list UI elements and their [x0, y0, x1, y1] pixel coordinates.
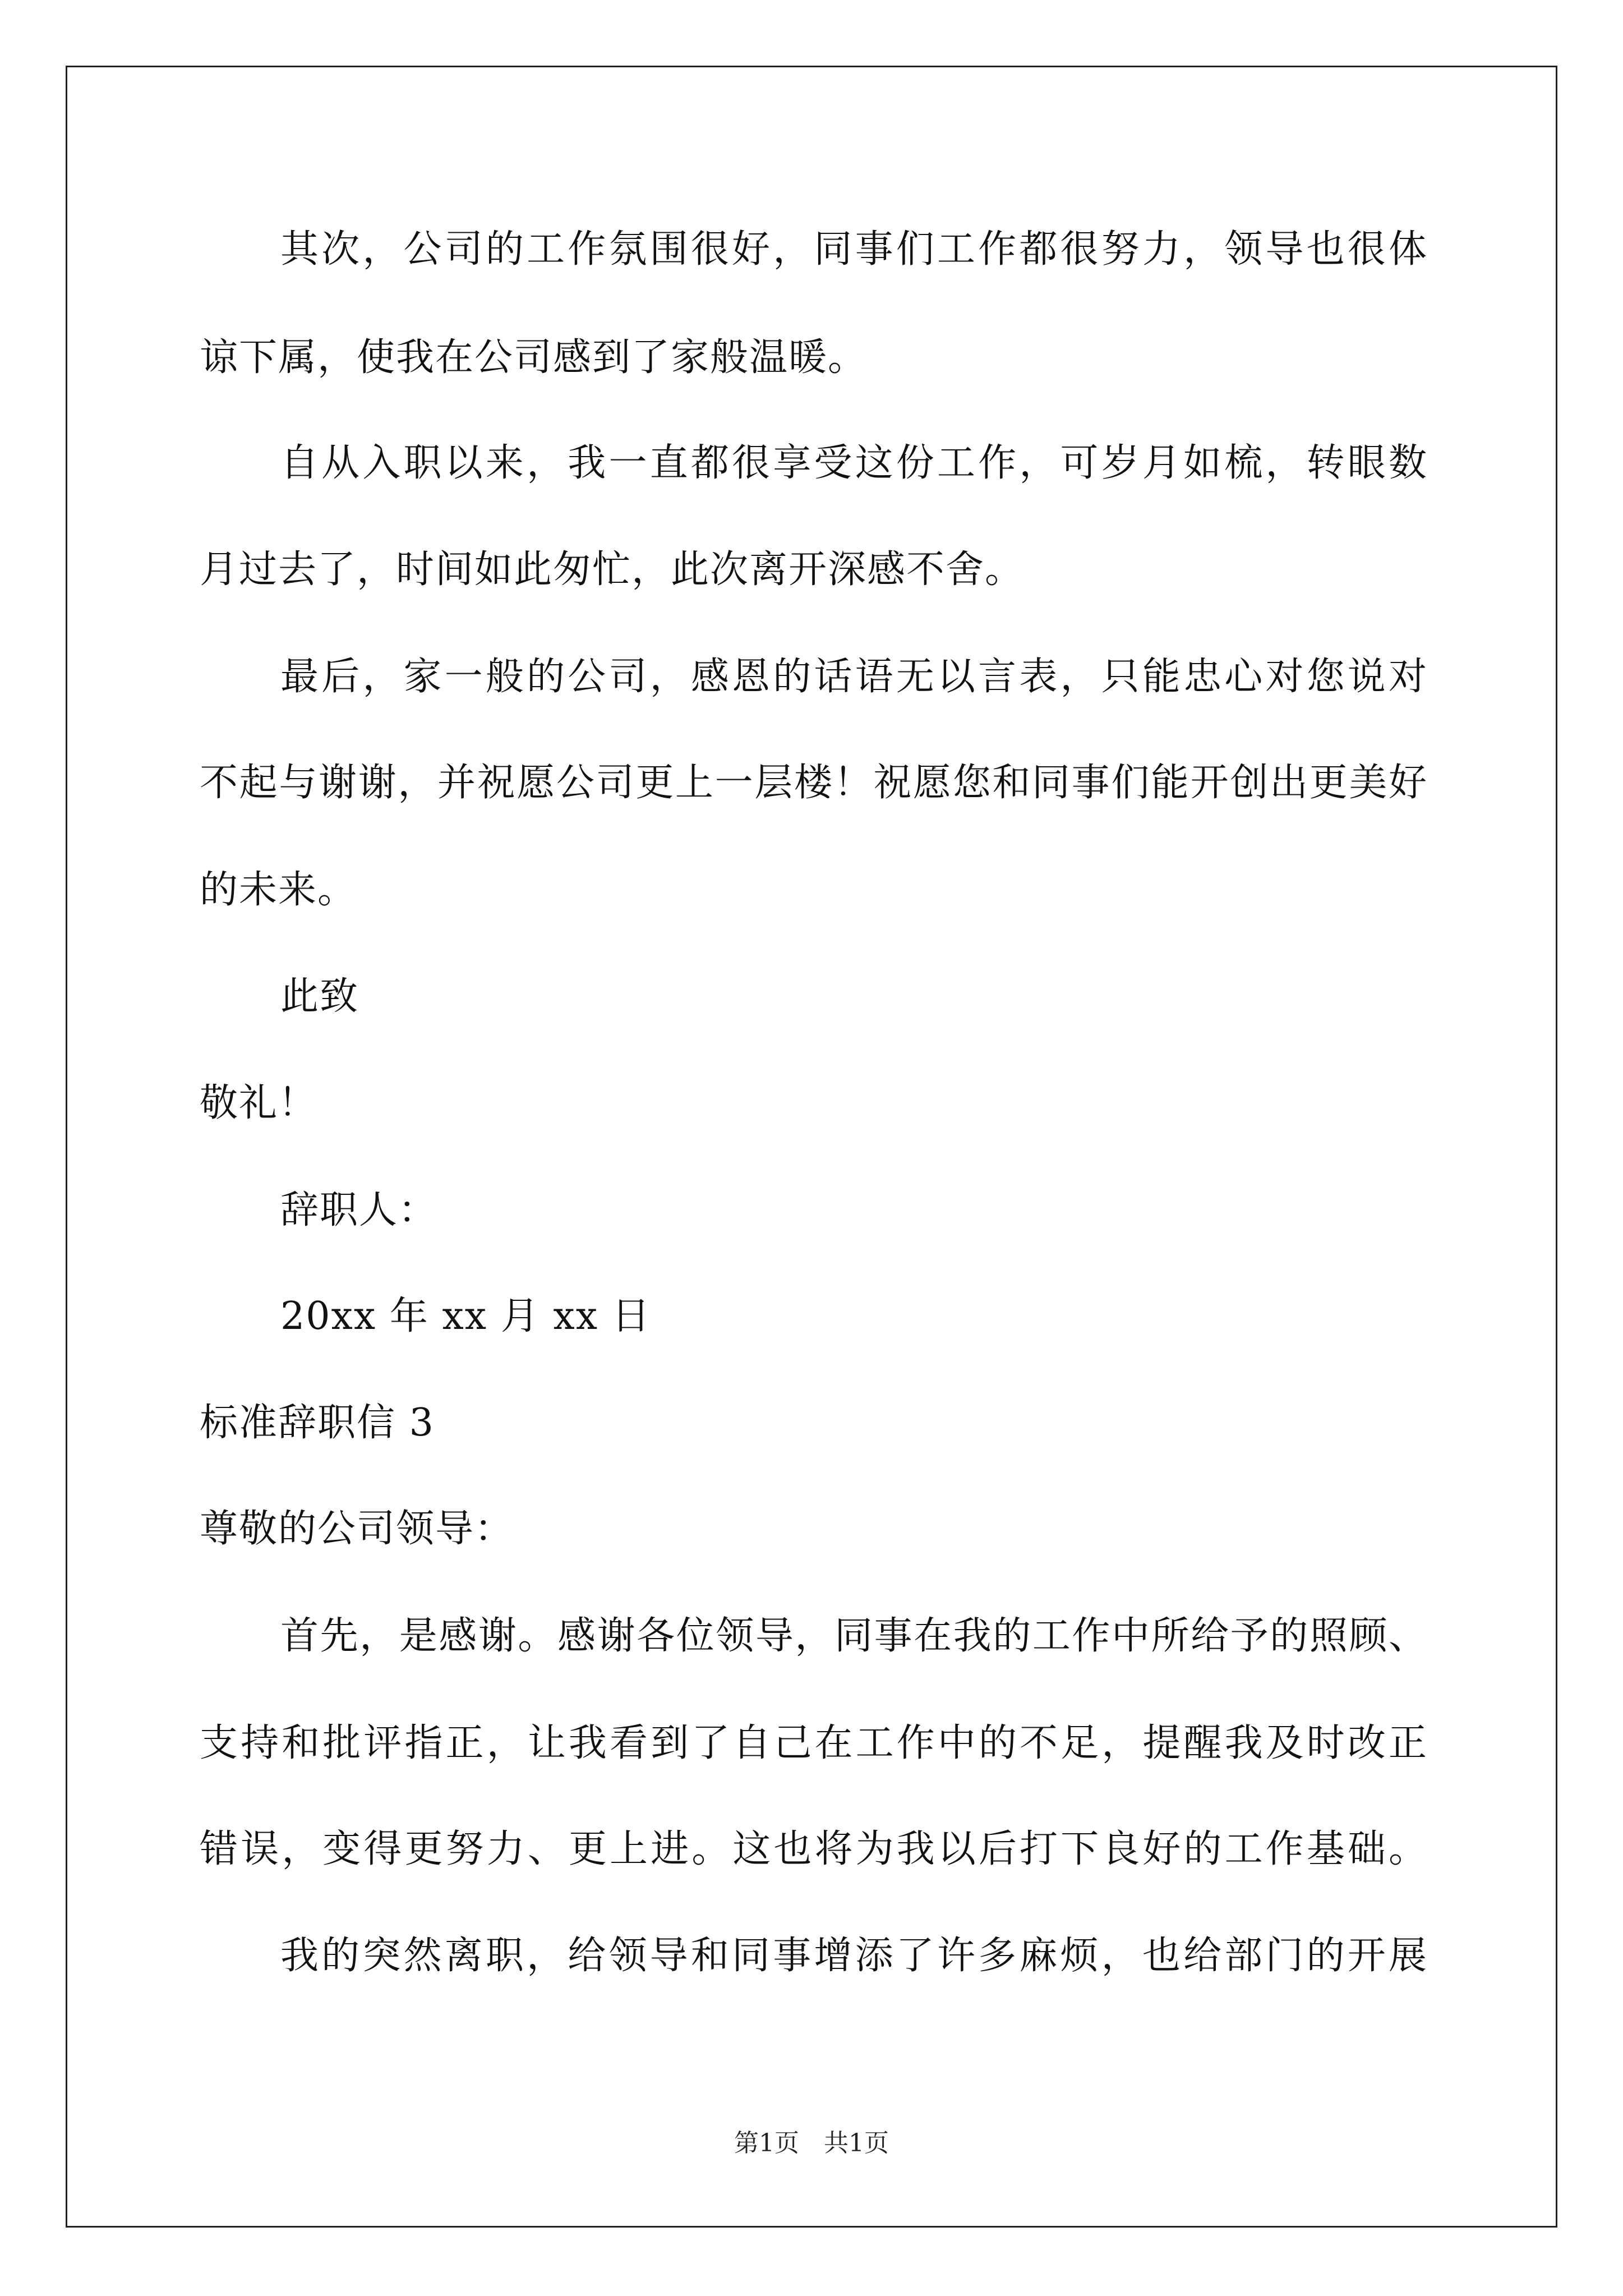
paragraph-line: 我的突然离职，给领导和同事增添了许多麻烦，也给部门的开展 — [280, 1934, 1428, 1978]
section-title: 标准辞职信 3 — [200, 1401, 435, 1445]
paragraph-line: 的未来。 — [200, 868, 357, 912]
closing-regards: 敬礼！ — [200, 1081, 318, 1125]
signature-label: 辞职人： — [280, 1188, 438, 1232]
paragraph-line: 首先，是感谢。感谢各位领导，同事在我的工作中所给予的照顾、 — [280, 1614, 1428, 1658]
page-number: 第1页 共1页 — [734, 2129, 889, 2157]
paragraph-line: 不起与谢谢，并祝愿公司更上一层楼！祝愿您和同事们能开创出更美好 — [200, 761, 1428, 805]
greeting: 尊敬的公司领导： — [200, 1507, 514, 1551]
paragraph-line: 错误，变得更努力、更上进。这也将为我以后打下良好的工作基础。 — [200, 1827, 1428, 1871]
paragraph-line: 最后，家一般的公司，感恩的话语无以言表，只能忠心对您说对 — [280, 655, 1428, 699]
paragraph-line: 自从入职以来，我一直都很享受这份工作，可岁月如梳，转眼数 — [280, 441, 1428, 485]
date-line: 20xx 年 xx 月 xx 日 — [280, 1294, 651, 1338]
paragraph-line: 月过去了，时间如此匆忙，此次离开深感不舍。 — [200, 547, 1025, 592]
paragraph-line: 支持和批评指正，让我看到了自己在工作中的不足，提醒我及时改正 — [200, 1721, 1428, 1765]
paragraph-line: 谅下属，使我在公司感到了家般温暖。 — [200, 335, 868, 380]
paragraph-line: 其次，公司的工作氛围很好，同事们工作都很努力，领导也很体 — [280, 227, 1428, 272]
closing-salutation: 此致 — [280, 974, 359, 1019]
page-border — [66, 66, 1557, 2228]
